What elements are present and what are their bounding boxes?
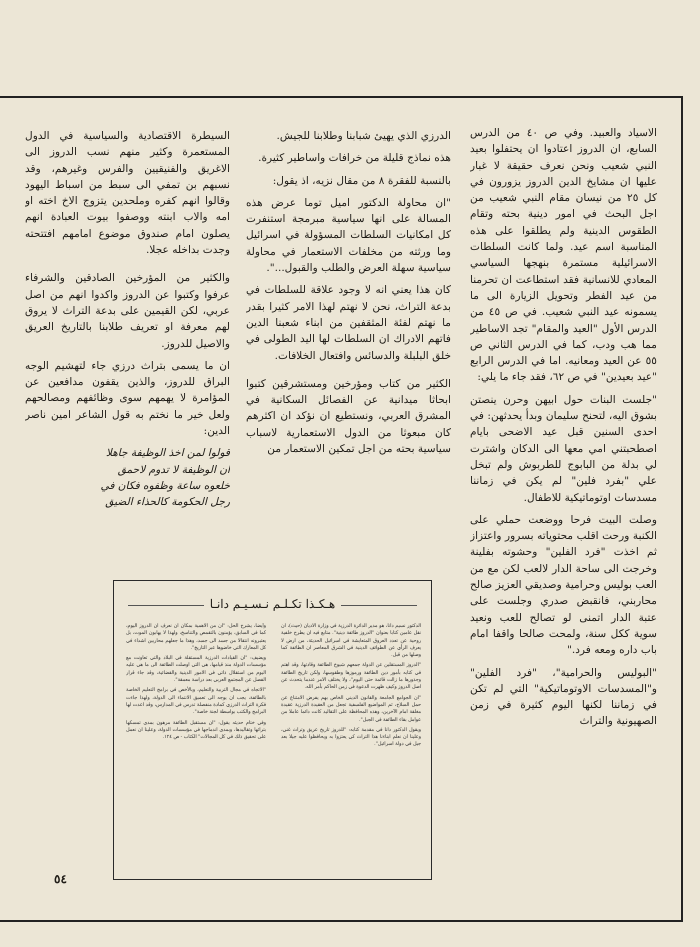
paragraph: هذه نماذج قليلة من خرافات واساطير كثيرة.	[258, 152, 451, 165]
box-title-text: هـكـذا تكـلـم نـسـيـم دانـا	[204, 597, 341, 611]
text-column-right	[470, 125, 657, 885]
poem-line: قولوا لمن اخذ الوظيفة جاهلا	[105, 447, 230, 460]
paragraph: كان هذا يعني انه لا وجود علاقة للسلطات في بدعة التراث، نحن لا نهتم لهذا الامر كثيرا بقدر ما نهتم لفئة المثقفين من ابناء شعبنا الدين فاتهم الادراك ان السلطات لها اليد الطولى في خلق البلبلة والدسائس وافتعال الخلافات.	[246, 284, 451, 362]
paragraph: "البوليس والحرامية"، "فرد الفلين" و"المسدسات الاوتوماتيكية" التي لم تكن في زماننا لكنها اليوم كثيرة في زمن الصهيونية والتراث	[470, 666, 657, 728]
box-paragraph: "الدروز المستقلين عن الدولة جمعهم شيوخ الطائفة وقادتها، وقد اهتم في كتابه بأمور دين الطائفة ورموزها وطقوسها، ولكن تاريخ الطائفة وجذورها ما زالت قائمة حتى اليوم"، ولا يختلف الامر عندما يتحدث عن اصل الدروز وكيف ظهرت الدعوة في زمن الحاكم بأمر الله.	[281, 663, 421, 691]
paragraph: الاسياد والعبيد. وفي ص ٤٠ من الدرس السابع، ان الدروز اعتادوا ان يحتفلوا بعيد النبي شعيب ونحن نعرف حقيقة لا غبار عليها ان مشايخ الدين الدروز يزورون في كل ٢٥ من نيسان مقام النبي شعيب من اجل البحث في امور دينية بحته وتقام الطقوس الدينية ولم يطلقوا على هذه المناسبة اسم عيد. ولما كانت السلطات الاسرائيلية مستمرة بنهجها السياسي المعادي للانسانية فقد استطاعت ان تحرمنا من عيد الفطر وتحويل الزيارة الى ما يسمونه عيد النبي شعيب. في ص ٤٥ من الدرس الأول "العيد والمقام" تجد الاساطير مما هب ودب، كما في الدرس الثاني ص ٥٥ عن العيد ومعانيه. اما في الدرس الرابع "عيد بعيدين" في ص ٦٢، فقد جاء ما يلي:	[470, 127, 657, 384]
box-paragraph: وأيضا، يشرح الحل: "ان من الاهمية بمكان ان نعرف ان الدروز اليوم، كما في السابق، يؤمنون بالتقمص والتناسخ، ولهذا لا يهابون الموت، بل يعتبرونه انتقالا من جسد الى جسد، وهذا ما جعلهم محاربين اشداء في كل المعارك التي خاضوها عبر التاريخ".	[126, 624, 266, 651]
paragraph: والكثير من المؤرخين الصادقين والشرفاء عرفوا وكتبوا عن الدروز واكدوا انهم من اصل عربي، لكن القيمين على بدعة التراث لا يروق لهم معرفة او تعريف طلابنا بالتاريخ العريق والاصيل للدروز.	[25, 272, 230, 350]
box-paragraph: "الاتجاه في مجال التربية والتعليم، وبالأخص في برامج التعليم الخاصة بالطائفة، يجب ان يوجه الى تعميق الانتماء الى الدولة، ولهذا جاءت فكرة التراث الدرزي كمادة منفصلة تدرس في المدارس، وقد اعدت لها البرامج والكتب بواسطة لجنة خاصة".	[126, 688, 266, 716]
box-paragraph: "ان الجوامع الجامعة والقانون الديني الخاص بهم يفرض الامتناع عن حمل السلاح، ثم المواضيع الفلسفية تجعل من العقيدة الدرزية عقيدة مغلقة امام الآخرين، وهذه المحافظة على التقاليد كانت دائما عاملا من عوامل بقاء الطائفة في الجبل".	[281, 695, 421, 723]
paragraph: بالنسبة للفقرة ٨ من مقال نزيه، اذ يقول:	[272, 174, 451, 187]
poem	[25, 445, 230, 510]
paragraph: الكثير من كتاب ومؤرخين ومستشرقين كتبوا ابحاثا ميدانية عن الفصائل السكانية في المشرق العربي، ونستطيع ان نؤكد ان اكثرهم كان مبعوثا من الدول الاستعمارية لاسباب سياسية بحته من اجل تمكين الاستعمار من	[246, 377, 451, 456]
paragraph: السيطرة الاقتصادية والسياسية في الدول المستعمرة وكثير منهم نسب الدروز الى الاغريق والفنيقيين والفرس وغيرهم، وقد نسبهم بن تمفي الى سبط من اسباط اليهود وقالوا انهم كفره وملحدين يتزوج الاخ اخته او امه والاب ابنته ووصفوا بيوت العبادة انهم يصلون امام صندوق موضوع امامهم افتتحته وجدت بداخله عجلا.	[25, 130, 230, 257]
box-paragraph: الدكتور نسيم دانا، هو مدير الدائرة الدرزية في وزارة الاديان (حيث)، ان نقل عامين كتابا بعنوان "الدروز طائفة دينية". متابع فيه ان يطرح خلفية روحية عن تعدد العروق المتعايشة في اسرائيل الحديثة، من ارض لا يعرف الرأي عن الطوائف الدينية في الشرق المعاصر ان الطائفة كما وصلها من قبل.	[281, 624, 421, 659]
box-paragraph: ويقول الدكتور دانا في مقدمة كتابه: "للدروز تاريخ عريق وتراث غني، وعلينا ان نعلم ابناءنا هذا التراث كي يعتزوا به ويحافظوا عليه جيلا بعد جيل في دولة اسرائيل".	[281, 727, 421, 748]
poem-line: رجل الحكومة كالحذاء الضيق	[105, 496, 230, 509]
box-title	[114, 597, 431, 611]
poem-line: خلعوه ساعة وظفوه فكان في	[100, 479, 230, 492]
poem-line: ان الوظيفة لا تدوم لاحمق	[117, 463, 230, 476]
box-column-right	[281, 623, 421, 868]
paragraph: ان ما يسمى بتراث درزي جاء لتهشيم الوجه البراق للدروز، والذين يقفون مدافعين عن المؤامرة لا يهمهم سوى وظائفهم ومصالحهم ولعل خير ما نختم به قول الشاعر امين ناصر الدين:	[25, 359, 230, 438]
paragraph: "جلست البنات حول ابيهن وحرن ينصتن بشوق اليه، لتحنح سليمان وبدأ يحدثهن: في احدى السنين قبل عيد الاضحى بايام اصطحبتني امي معها الى الدكان واشترت لي بدلة من البابوج للطربوش ولم تبخل علي "بفرد فلين" لم يكن في زماننا مسدسات اوتوماتيكية للاطفال.	[470, 393, 657, 504]
quote-box	[113, 580, 432, 880]
box-paragraph: ويضيف: "ان القيادات الدرزية المستقلة في البلاد والتي تعاونت مع مؤسسات الدولة منذ قيامها، هي التي اوصلت الطائفة الى ما هي عليه اليوم من استقلال ذاتي في الامور الدينية والقضائية، وقد جاء قرار الفصل عن المجتمع العربي بعد دراسة معمقة".	[126, 656, 266, 684]
box-paragraph: وفي ختام حديثه يقول: "ان مستقبل الطائفة مرهون بمدى تمسكها بتراثها وتقاليدها، وبمدى اندماجها في مؤسسات الدولة، وعلينا ان نعمل على تحقيق ذلك في كل المجالات" الكتاب - ص ١٢٤.	[126, 720, 266, 741]
page-number: ٥٤	[54, 872, 67, 886]
paragraph: "ان محاولة الدكتور اميل توما عرض هذه المسالة على انها سياسية مبرمجة استنفرت كل امكانيات السلطات المسؤولة في اسرائيل وما ورثته من مخلفات الاستعمار في محاولة سياسية سهلة العرض والطلب والقبول...".	[246, 196, 451, 275]
text-column-left	[25, 128, 230, 558]
box-column-left	[126, 623, 266, 868]
text-column-middle	[246, 128, 451, 573]
paragraph: وصلت البيت فرحا ووضعت حملي على الكنبة ورحت اقلب محتوياته بسرور واعتزاز ثم اخذت "فرد الفلين" وحشوته بفلينة وخرجت الى ساحة الدار لالعب لكن مع من العب بوليس وحرامية وصديقي العزيز صالح محاربني، فانقبض صدري وجلست على عتبة الدار اتمنى لو تصالح للعب ونعيد سوية ككل سنة، ولمحت صالحا واقفا امام باب داره ومعه فرد."	[470, 513, 657, 657]
paragraph: الدرزي الذي يهيئ شبابنا وطلابنا للجيش.	[276, 130, 451, 142]
